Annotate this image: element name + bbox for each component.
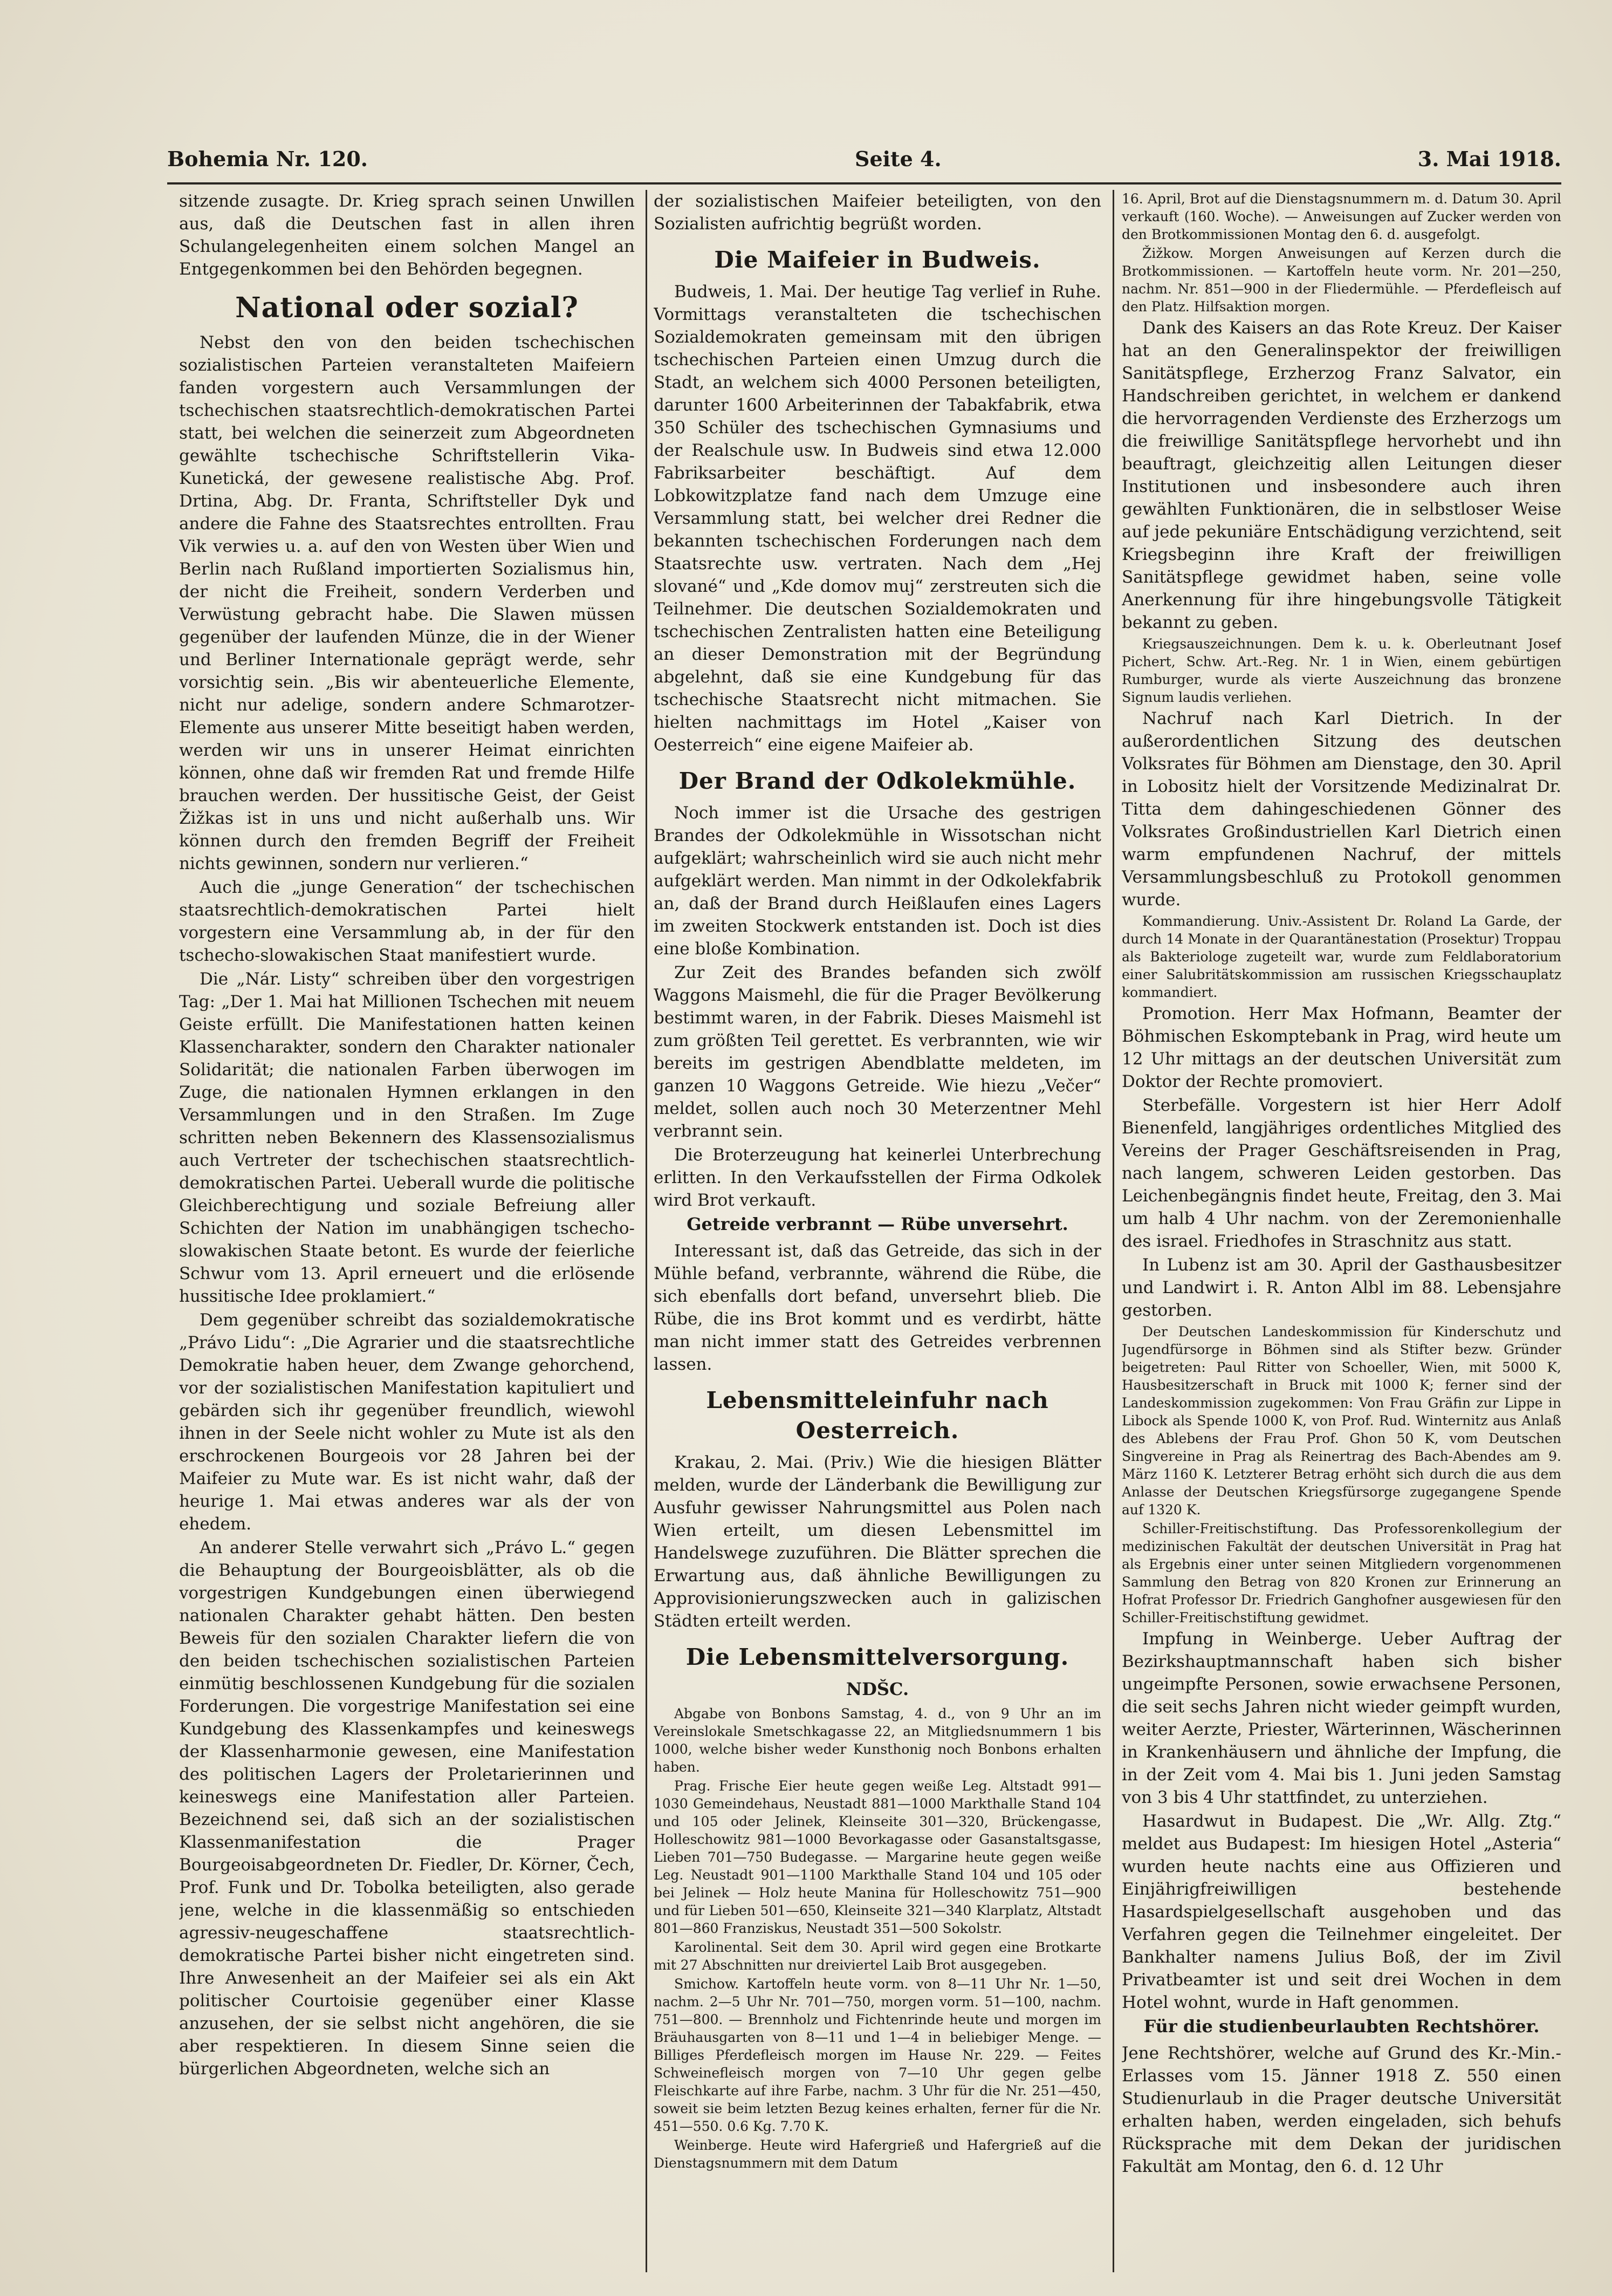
article-continuation: sitzende zusagte. Dr. Krieg sprach seinen Unwillen aus, daß die Deutschen fast in allen ihren Schulangelegenheiten einem solchen Mangel an Entgegenkommen bei den Behörden begegnen. — [179, 192, 635, 279]
column-3 — [1122, 190, 1561, 2272]
masthead-date: 3. Mai 1918. — [1417, 147, 1561, 171]
column-1 — [179, 190, 635, 2272]
notice-paragraph: Smichow. Kartoffeln heute vorm. von 8—11 Uhr Nr. 1—50, nachm. 2—5 Uhr Nr. 701—750, morgen vorm. 51—100, nachm. 751—800. — Brennholz und Fichtenrinde heute und morgen im Bräuhausgarten von 8—11 und 1—4 in beliebiger Menge. — Billiges Pferdefleisch morgen im Hause Nr. 229. — Feites Schweinefleisch morgen von 7—10 Uhr gegen gelbe Fleischkarte auf ihre Farbe, nachm. 3 Uhr für die Nr. 251—450, soweit sie beim letzten Bezug keines erhalten, ferner für die Nr. 451—550. 0.6 Kg. 7.70 K. — [654, 1976, 1101, 2134]
article-paragraph: Interessant ist, daß das Getreide, das sich in der Mühle befand, verbrannte, während die Rübe, die sich ebenfalls dort befand, unversehrt blieb. Die Rübe, die ins Brot kommt und es verdirbt, hätte man nicht immer statt des Getreides verbrennen lassen. — [654, 1241, 1101, 1374]
masthead-issue: Bohemia Nr. 120. — [167, 147, 368, 171]
notice-paragraph: 16. April, Brot auf die Dienstagsnummern m. d. Datum 30. April verkauft (160. Woche). — Anweisungen auf Zucker werden von den Brotkommissionen Montag den 6. d. ausgefolgt. — [1122, 191, 1561, 242]
article-paragraph: Nachruf nach Karl Dietrich. In der außerordentlichen Sitzung des deutschen Volksrates für Böhmen am Dienstage, den 30. April in Lobositz hielt der Vorsitzende Medizinalrat Dr. Titta dem dahingeschiedenen Gönner des Volksrates Großindustriellen Karl Dietrich einen warm empfundenen Nachruf, der mittels Versammlungsbeschluß zu Protokoll genommen wurde. — [1122, 709, 1561, 910]
column-divider-1 — [646, 190, 647, 2272]
masthead-rule — [167, 182, 1561, 184]
headline-maifeier-budweis: Die Maifeier in Budweis. — [714, 247, 1041, 273]
subheadline-ndsc: NDŠC. — [846, 1679, 909, 1699]
headline-lebensmitteleinfuhr: Lebensmitteleinfuhr nach Oesterreich. — [706, 1387, 1049, 1444]
subheadline-getreide: Getreide verbrannt — Rübe unversehrt. — [687, 1214, 1068, 1234]
subheadline-rechtshoerer: Für die studienbeurlaubten Rechtshörer. — [1143, 2016, 1540, 2037]
article-paragraph: Impfung in Weinberge. Ueber Auftrag der Bezirkshauptmannschaft haben sich bisher ungeimpfte Personen, sowie erwachsene Personen, die seit sechs Jahren nicht wieder geimpft wurden, weiter Aerzte, Priester, Wärterinnen, Wäscherinnen in Krankenhäusern und ähnliche der Impfung, die in der Zeit vom 4. Mai bis 1. Juni jeden Samstag von 3 bis 4 Uhr stattfindet, zu unterziehen. — [1122, 1629, 1561, 1807]
masthead — [167, 141, 1561, 179]
article-paragraph: Dank des Kaisers an das Rote Kreuz. Der Kaiser hat an den Generalinspektor der freiwilligen Sanitätspflege, Erzherzog Franz Salvator, ein Handschreiben gerichtet, in welchem er dankend die hervorragenden Verdienste des Erzherzogs um die freiwillige Sanitätspflege hervorhebt und ihn beauftragt, gleichzeitig allen Leitungen dieser Institutionen und insbesondere auch ihren gewählten Funktionären, die in selbstloser Weise auf jede pekuniäre Entschädigung verzichtend, seit Kriegsbeginn ihre Kraft der freiwilligen Sanitätspflege gewidmet haben, seine volle Anerkennung für ihre hingebungsvolle Tätigkeit bekannt zu geben. — [1122, 318, 1561, 632]
notice-paragraph: Der Deutschen Landeskommission für Kinderschutz und Jugendfürsorge in Böhmen sind als Stifter bezw. Gründer beigetreten: Paul Ritter von Schoeller, Wien, mit 5000 K, Hausbesitzerschaft in Bruck mit 1000 K; ferner sind der Landeskommission zugekommen: Von Frau Gräfin zur Lippe in Libock als Spende 1000 K, von Prof. Rud. Winternitz aus Anlaß des Ablebens der Frau Prof. Ghon 50 K, vom Deutschen Singvereine in Prag als Reinertrag des Bach-Abendes am 9. März 1160 K. Letzterer Betrag erhöht sich durch die aus dem Anlasse der Deutschen Kriegsfürsorge zugegangene Spende auf 1320 K. — [1122, 1324, 1561, 1518]
article-paragraph: Zur Zeit des Brandes befanden sich zwölf Waggons Maismehl, die für die Prager Bevölkerung bestimmt waren, in der Fabrik. Dieses Maismehl ist zum größten Teil gerettet. Es verbrannten, wie wir bereits im gestrigen Abendblatte meldeten, im ganzen 10 Waggons Getreide. Wie hiezu „Večer“ meldet, sollen auch noch 30 Meterzentner Mehl verbrannt sein. — [654, 963, 1101, 1141]
article-paragraph: Jene Rechtshörer, welche auf Grund des Kr.-Min.-Erlasses vom 15. Jänner 1918 Z. 550 einen Studienurlaub in die Prager deutsche Universität erhalten haben, werden eingeladen, sich behufs Rücksprache mit dem Dekan der juridischen Fakultät am Montag, den 6. d. 12 Uhr — [1122, 2044, 1561, 2176]
article-paragraph: Dem gegenüber schreibt das sozialdemokratische „Právo Lidu“: „Die Agrarier und die staatsrechtliche Demokratie haben heuer, dem Zwange gehorchend, vor der sozialistischen Manifestation kapituliert und gebärden sich ihr gegenüber freundlich, wiewohl ihnen in der Seele nicht wohler zu Mute ist als den erschrockenen Bourgeois vor 28 Jahren bei der Maifeier zu Mute war. Es ist nicht wahr, daß der heurige 1. Mai etwas anderes war als der von ehedem. — [179, 1310, 635, 1534]
article-paragraph: Die Broterzeugung hat keinerlei Unterbrechung erlitten. In den Verkaufsstellen der Firma Odkolek wird Brot verkauft. — [654, 1145, 1101, 1210]
headline-lebensmittelversorgung: Die Lebensmittelversorgung. — [685, 1644, 1069, 1670]
notice-paragraph: Weinberge. Heute wird Hafergrieß und Hafergrieß auf die Dienstagsnummern mit dem Datum — [654, 2137, 1101, 2171]
notice-paragraph: Kriegsauszeichnungen. Dem k. u. k. Oberleutnant Josef Pichert, Schw. Art.-Reg. Nr. 1 in Wien, einem gebürtigen Rumburger, wurde als vierte Auszeichnung das bronzene Signum laudis verliehen. — [1122, 636, 1561, 705]
article-continuation: der sozialistischen Maifeier beteiligten, von den Sozialisten aufrichtig begrüßt worden. — [654, 192, 1101, 234]
article-paragraph: Budweis, 1. Mai. Der heutige Tag verlief in Ruhe. Vormittags veranstalteten die tschechischen Sozialdemokraten gemeinsam mit den übrigen tschechischen Parteien einen Umzug durch die Stadt, an welchem sich 4000 Personen beteiligten, darunter 1600 Arbeiterinnen der Tabakfabrik, etwa 350 Schüler des tschechischen Gymnasiums und der Realschule usw. In Budweis sind etwa 12.000 Fabriksarbeiter beschäftigt. Auf dem Lobkowitzplatze fand nach dem Umzuge eine Versammlung statt, bei welcher drei Redner die bekannten tschechischen Forderungen nach dem Staatsrechte usw. vertraten. Nach dem „Hej slované“ und „Kde domov muj“ zerstreuten sich die Teilnehmer. Die deutschen Sozialdemokraten und tschechischen Zentralisten hatten eine Beteiligung an dieser Demonstration mit der Begründung abgelehnt, daß sie eine Kundgebung für das tschechische Staatsrecht nicht mitmachen. Sie hielten nachmittags im Hotel „Kaiser von Oesterreich“ eine eigene Maifeier ab. — [654, 282, 1101, 755]
article-paragraph: Krakau, 2. Mai. (Priv.) Wie die hiesigen Blätter melden, wurde der Länderbank die Bewilligung zur Ausfuhr gewisser Nahrungsmittel aus Polen nach Wien erteilt, um diesen Lebensmittel im Handelswege zuzuführen. Die Blätter sprechen die Erwartung aus, daß ähnliche Bewilligungen zu Approvisionierungszwecken auch in galizischen Städten erteilt werden. — [654, 1453, 1101, 1631]
masthead-page-number: Seite 4. — [855, 147, 942, 171]
notice-paragraph: Abgabe von Bonbons Samstag, 4. d., von 9 Uhr an im Vereinslokale Smetschkagasse 22, an Mitgliedsnummern 1 bis 1000, welche bisher weder Kunsthonig noch Bonbons erhalten haben. — [654, 1706, 1101, 1775]
article-paragraph: Auch die „junge Generation“ der tschechischen staatsrechtlich-demokratischen Partei hielt vorgestern eine Versammlung ab, in der für den tschecho-slowakischen Staat manifestiert wurde. — [179, 878, 635, 965]
article-paragraph: Nebst den von den beiden tschechischen sozialistischen Parteien veranstalteten Maifeiern fanden vorgestern auch Versammlungen der tschechischen staatsrechtlich-demokratischen Partei statt, bei welchen die seinerzeit zum Abgeordneten gewählte tschechische Schriftstellerin Vika-Kunetická, der gewesene realistische Abg. Prof. Drtina, Abg. Dr. Franta, Schriftsteller Dyk und andere die Fahne des Staatsrechtes entrollten. Frau Vik verwies u. a. auf den von Westen über Wien und Berlin nach Rußland importierten Sozialismus hin, der nicht die Freiheit, sondern Verderben und Verwüstung gebracht habe. Die Slawen müssen gegenüber der laufenden Münze, die in der Wiener und Berliner Internationale geprägt werde, sehr vorsichtig sein. „Bis wir abenteuerliche Elemente, nicht nur adelige, sondern andere Schmarotzer-Elemente aus unserer Mitte beseitigt haben werden, werden wir uns in unserer Heimat einrichten können, ohne daß wir fremden Rat und fremde Hilfe brauchen werden. Der hussitische Geist, der Geist Žižkas ist in uns und nicht außerhalb uns. Wir können durch den fremden Begriff der Freiheit nichts gewinnen, sondern nur verlieren.“ — [179, 333, 635, 873]
article-paragraph: Hasardwut in Budapest. Die „Wr. Allg. Ztg.“ meldet aus Budapest: Im hiesigen Hotel „Asteria“ wurden heute nachts eine aus Offizieren und Einjährigfreiwilligen bestehende Hasardspielgesellschaft ausgehoben und das Verfahren gegen die Teilnehmer eingeleitet. Der Bankhalter namens Julius Boß, der im Zivil Privatbeamter ist und seit drei Wochen in dem Hotel wohnt, wurde in Haft genommen. — [1122, 1812, 1561, 2012]
notice-paragraph: Kommandierung. Univ.-Assistent Dr. Roland La Garde, der durch 14 Monate in der Quarantänestation (Prosektur) Troppau als Bakteriologe zugeteilt war, wurde zum Feldlaboratorium einer Salubritätskommission am russischen Kriegsschauplatz kommandiert. — [1122, 913, 1561, 1000]
headline-national-oder-sozial: National oder sozial? — [235, 291, 579, 324]
article-paragraph: Promotion. Herr Max Hofmann, Beamter der Böhmischen Eskomptebank in Prag, wird heute um 12 Uhr mittags an der deutschen Universität zum Doktor der Rechte promoviert. — [1122, 1004, 1561, 1091]
notice-paragraph: Karolinental. Seit dem 30. April wird gegen eine Brotkarte mit 27 Abschnitten nur dreiviertel Laib Brot ausgegeben. — [654, 1939, 1101, 1973]
article-paragraph: Die „Nár. Listy“ schreiben über den vorgestrigen Tag: „Der 1. Mai hat Millionen Tschechen mit neuem Geiste erfüllt. Die Manifestationen hatten keinen Klassencharakter, sondern den Charakter nationaler Solidarität; die nationalen Farben überwogen im Zuge, die nationalen Hymnen erklangen in den Versammlungen und in den Straßen. Im Zuge schritten neben Bekennern des Klassensozialismus auch Vertreter der tschechischen staatsrechtlich-demokratischen Partei. Ueberall wurde die politische Gleichberechtigung und soziale Befreiung aller Schichten der Nation im unabhängigen tschecho-slowakischen Staate betont. Es wurde der feierliche Schwur vom 13. April erneuert und die erlösende hussitische Idee proklamiert.“ — [179, 969, 635, 1306]
notice-paragraph: Schiller-Freitischstiftung. Das Professorenkollegium der medizinischen Fakultät der deutschen Universität in Prag hat als Ergebnis einer unter seinen Mitgliedern vorgenommenen Sammlung den Betrag von 820 Kronen zur Erinnerung an Hofrat Professor Dr. Friedrich Ganghofner ausgewiesen für den Schiller-Freitischstiftung gewidmet. — [1122, 1521, 1561, 1625]
notice-paragraph: Žižkow. Morgen Anweisungen auf Kerzen durch die Brotkommissionen. — Kartoffeln heute vorm. Nr. 201—250, nachm. Nr. 851—900 in der Fliedermühle. — Pferdefleisch auf den Platz. Hilfsaktion morgen. — [1122, 245, 1561, 315]
headline-brand-odkolekmuehle: Der Brand der Odkolekmühle. — [678, 768, 1076, 794]
article-paragraph: Sterbefälle. Vorgestern ist hier Herr Adolf Bienenfeld, langjähriges ordentliches Mitglied des Vereins der Prager Geschäftsreisenden in Prag, nach langem, schweren Leiden gestorben. Das Leichenbegängnis findet heute, Freitag, den 3. Mai um halb 4 Uhr nachm. von der Zeremonienhalle des israel. Friedhofes in Straschnitz aus statt. — [1122, 1096, 1561, 1251]
article-paragraph: Noch immer ist die Ursache des gestrigen Brandes der Odkolekmühle in Wissotschan nicht aufgeklärt; wahrscheinlich wird sie auch nicht mehr aufgeklärt werden. Man nimmt in der Odkolekfabrik an, daß der Brand durch Heißlaufen eines Lagers im zweiten Stockwerk entstanden ist. Doch ist dies eine bloße Kombination. — [654, 803, 1101, 959]
column-divider-2 — [1113, 190, 1114, 2272]
notice-paragraph: Prag. Frische Eier heute gegen weiße Leg. Altstadt 991—1030 Gemeindehaus, Neustadt 881—1000 Markthalle Stand 104 und 105 oder Jelinek, Kleinseite 301—320, Brückengasse, Holleschowitz 981—1000 Bevorkagasse oder Gasanstaltsgasse, Lieben 701—750 Budegasse. — Margarine heute gegen weiße Leg. Neustadt 901—1100 Markthalle Stand 104 und 105 oder bei Jelinek — Holz heute Manina für Holleschowitz 751—900 und für Lieben 501—650, Kleinseite 321—340 Klarplatz, Altstadt 801—860 Franziskus, Neustadt 351—500 Sokolstr. — [654, 1778, 1101, 1936]
article-paragraph: In Lubenz ist am 30. April der Gasthausbesitzer und Landwirt i. R. Anton Albl im 88. Lebensjahre gestorben. — [1122, 1255, 1561, 1320]
article-paragraph: An anderer Stelle verwahrt sich „Právo L.“ gegen die Behauptung der Bourgeoisblätter, als ob die vorgestrigen Kundgebungen einen überwiegend nationalen Charakter gehabt hätten. Den besten Beweis für den sozialen Charakter liefern die von den beiden tschechischen sozialistischen Parteien einmütig beschlossenen Kundgebung für die sozialen Forderungen. Die vorgestrige Manifestation sei eine Kundgebung des Klassenkampfes und keineswegs der Klassenharmonie gewesen, eine Manifestation des politischen Lagers der Proletarierinnen und keineswegs eine Manifestation aller Parteien. Bezeichnend sei, daß sich an der sozialistischen Klassenmanifestation die Prager Bourgeoisabgeordneten Dr. Fiedler, Dr. Körner, Čech, Prof. Funk und Dr. Tobolka beteiligten, also gerade jene, welche in die klassenmäßig so entschieden agressiv-neugeschaffene staatsrechtlich-demokratische Partei bisher nicht eingetreten sind. Ihre Anwesenheit an der Maifeier sei als ein Akt politischer Courtoisie gegenüber einer Klasse anzusehen, der sie selbst nicht angehören, die sie aber respektieren. In diesem Sinne seien die bürgerlichen Abgeordneten, welche sich an — [179, 1538, 635, 2079]
column-2 — [654, 190, 1101, 2272]
